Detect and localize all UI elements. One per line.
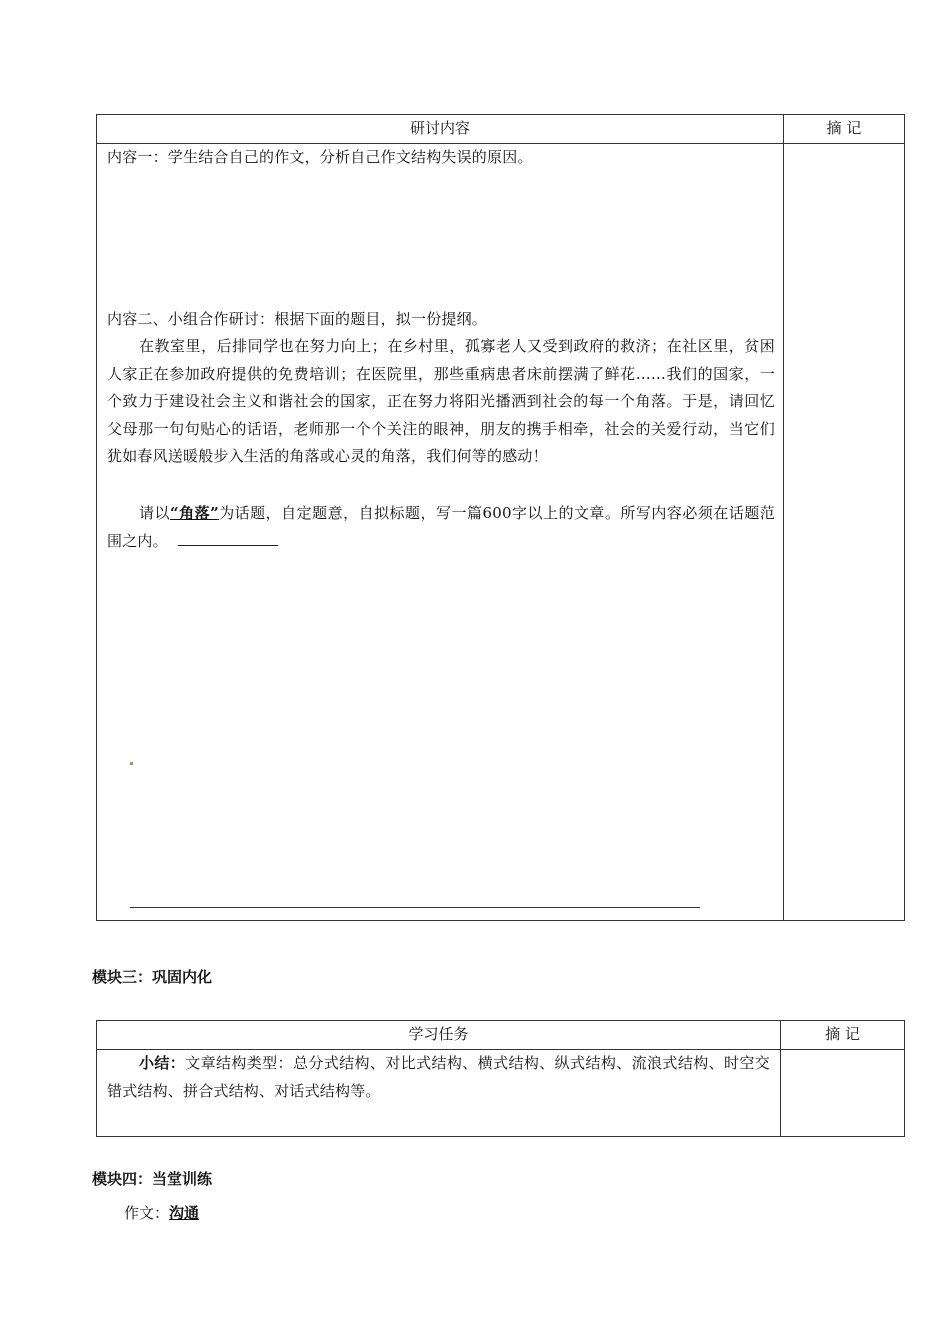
content-item-1: 内容一：学生结合自己的作文，分析自己作文结构失误的原因。 xyxy=(107,148,533,166)
essay-prompt xyxy=(107,500,775,555)
task-notes-cell xyxy=(781,1050,905,1137)
prompt-post: 为话题，自定题意，自拟标题，写一篇600字以上的文章。所写内容必须在话题范围之内。 xyxy=(107,504,775,550)
essay-line xyxy=(124,1202,211,1223)
task-notes-header: 摘 记 xyxy=(781,1021,905,1050)
summary-paragraph xyxy=(97,1050,780,1105)
discussion-table xyxy=(96,114,905,921)
discussion-body xyxy=(97,144,784,921)
task-body xyxy=(97,1050,781,1137)
task-table xyxy=(96,1020,905,1137)
prompt-topic: “角落” xyxy=(169,504,219,522)
module3-heading: 模块三：巩固内化 xyxy=(92,968,213,986)
content-item-2: 内容二、小组合作研讨：根据下面的题目，拟一份提纲。 xyxy=(107,310,488,328)
module4-heading: 模块四：当堂训练 xyxy=(92,1170,213,1188)
summary-text: 文章结构类型：总分式结构、对比式结构、横式结构、纵式结构、流浪式结构、时空交错式结构、拼合式结构、对话式结构等。 xyxy=(107,1054,770,1100)
answer-line xyxy=(130,907,700,908)
task-header: 学习任务 xyxy=(97,1021,781,1050)
notes-header: 摘 记 xyxy=(784,115,905,144)
prompt-pre: 请以 xyxy=(139,504,170,522)
mark-dot xyxy=(130,762,133,765)
notes-cell xyxy=(784,144,905,921)
essay-label: 作文： xyxy=(124,1204,170,1222)
prompt-blank-line xyxy=(178,544,278,546)
essay-topic: 沟通 xyxy=(169,1204,200,1222)
scenario-paragraph: 在教室里，后排同学也在努力向上；在乡村里，孤寡老人又受到政府的救济；在社区里，贫困人家正在参加政府提供的免费培训；在医院里，那些重病患者床前摆满了鲜花……我们的国家，一个致力于建设社会主义和谐社会的国家，正在努力将阳光播洒到社会的每一个角落。于是，请回忆父母那一句句贴心的话语，老师那一个个关注的眼神，朋友的携手相牵，社会的关爱行动，当它们犹如春风送暖般步入生活的角落或心灵的角落，我们何等的感动！ xyxy=(107,337,775,465)
summary-label: 小结： xyxy=(139,1054,186,1072)
discussion-header: 研讨内容 xyxy=(97,115,784,144)
